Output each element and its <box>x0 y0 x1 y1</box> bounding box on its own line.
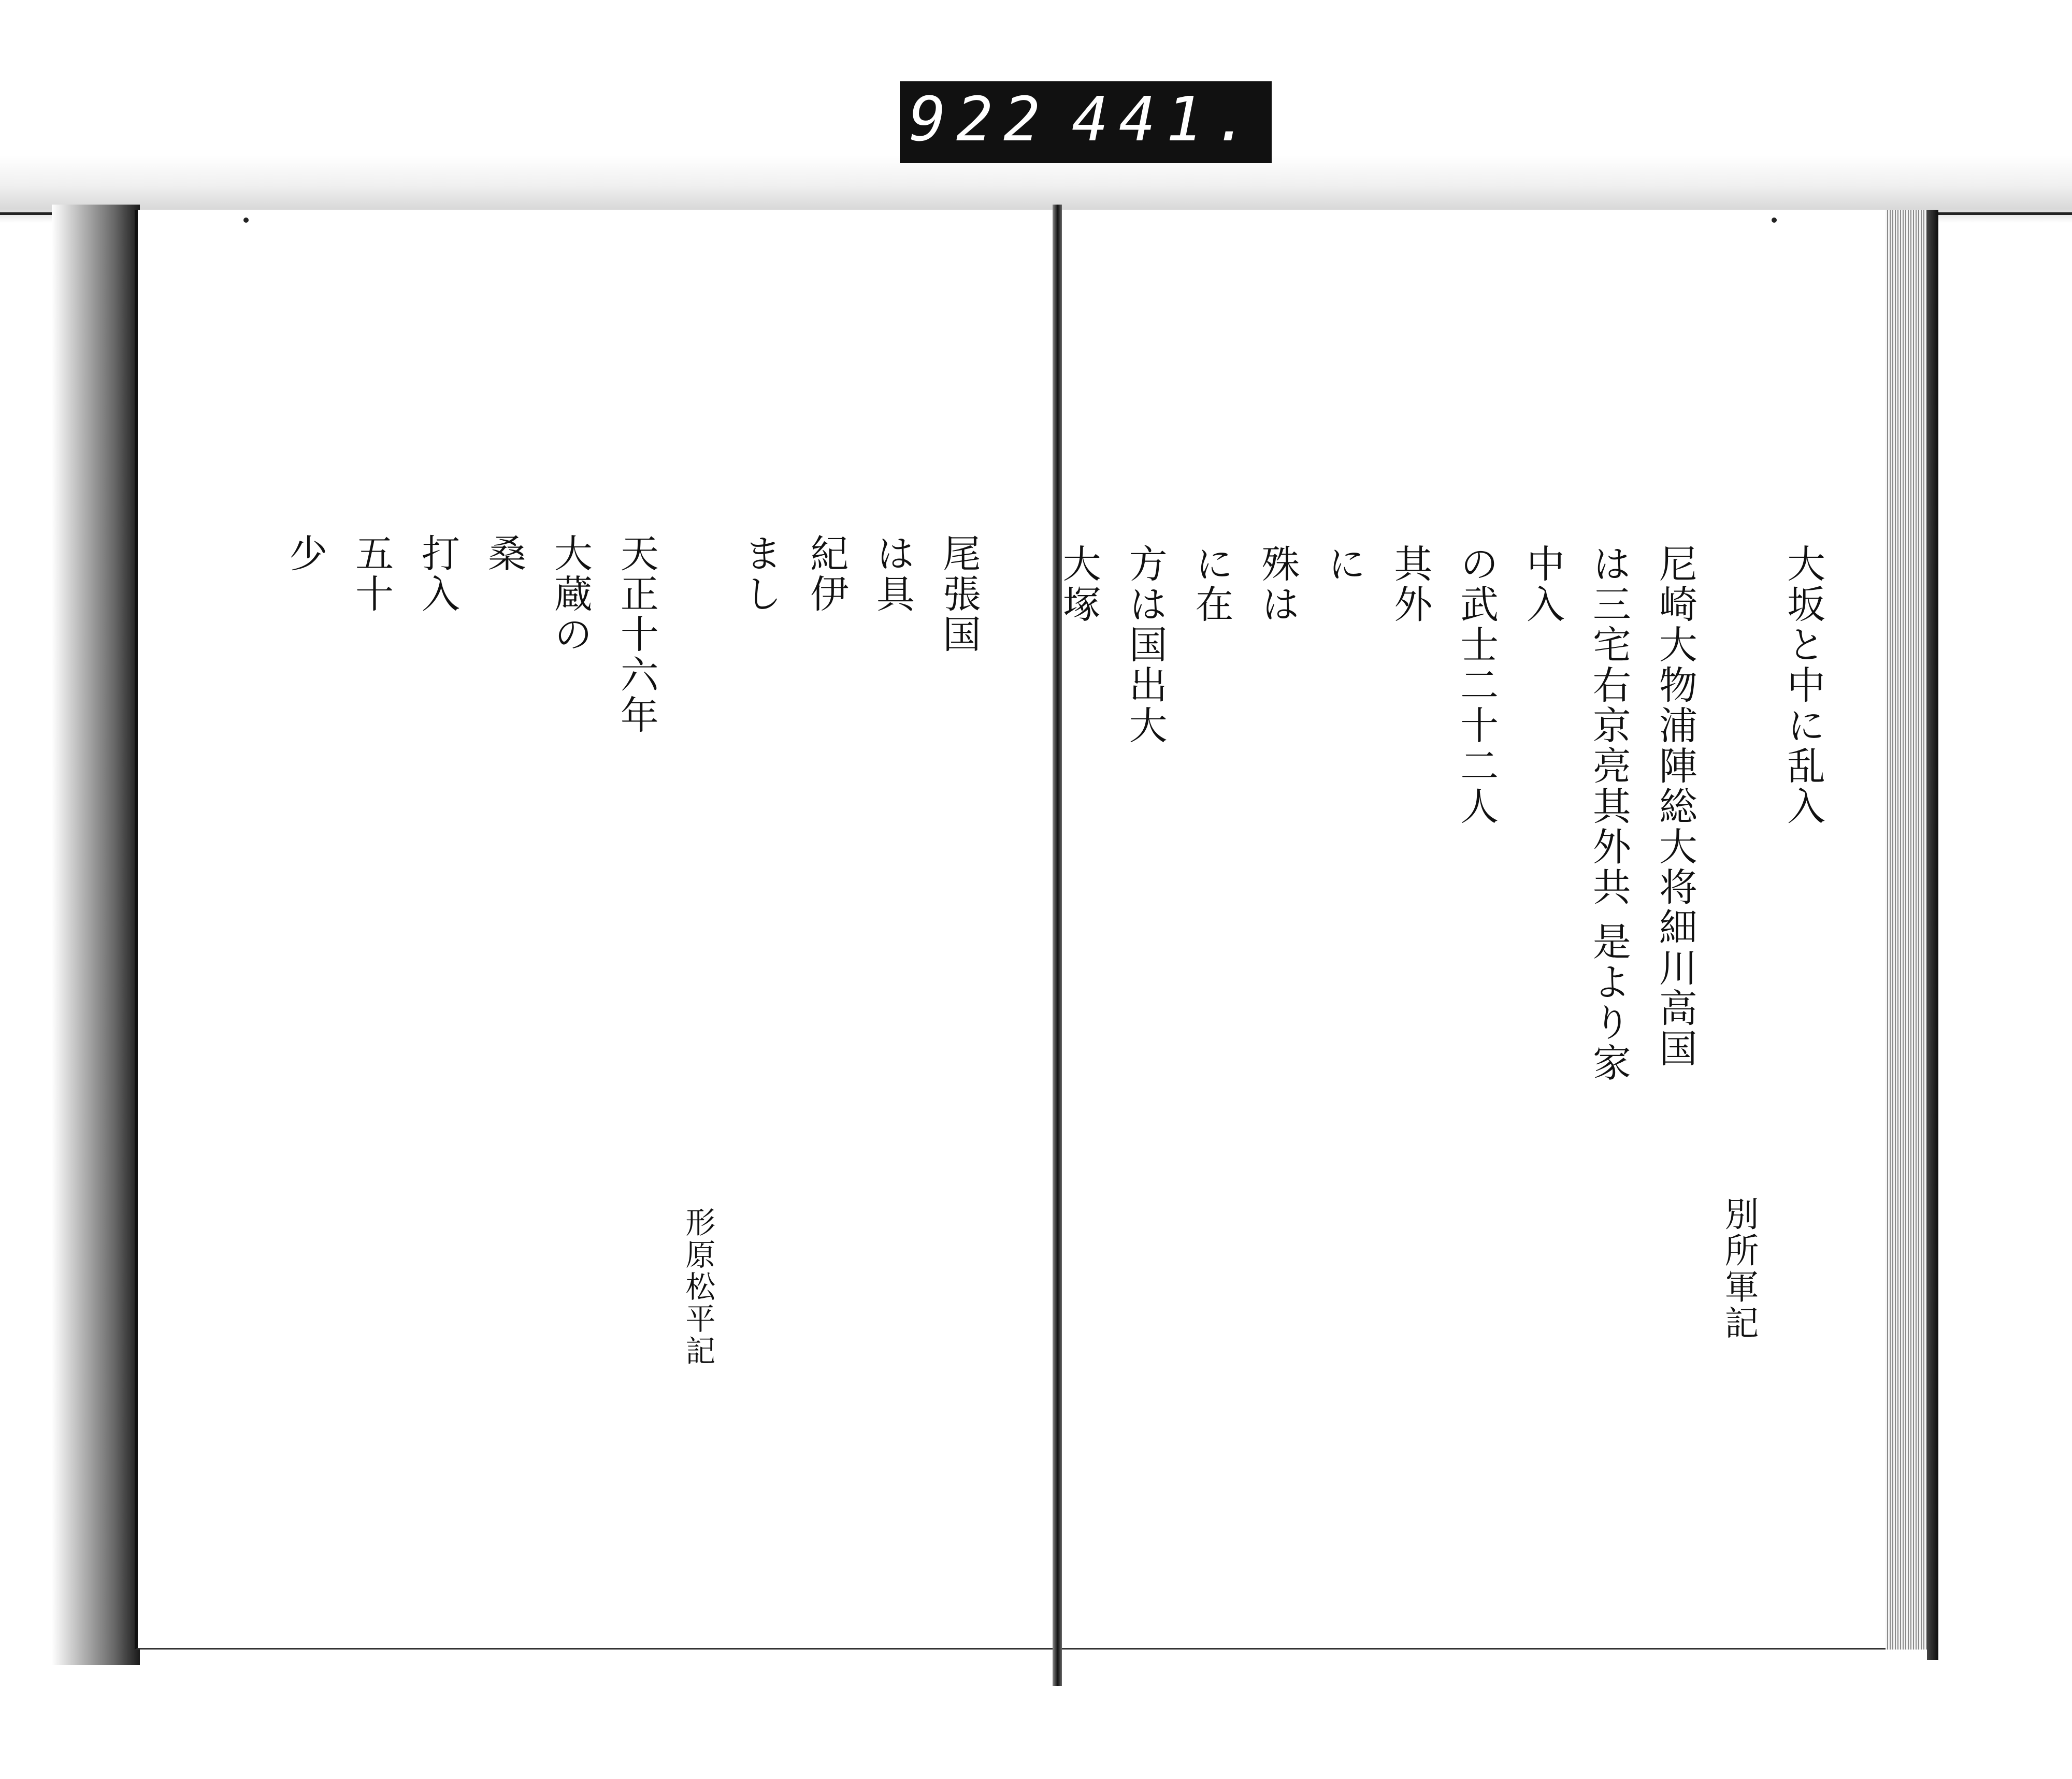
text-column: 大坂と中に乱入 <box>1781 544 1825 827</box>
text-column: に <box>1321 544 1366 584</box>
text-column: 中入 <box>1520 544 1565 625</box>
archive-reference-stamp <box>900 81 1272 163</box>
text-column: まし <box>738 533 783 614</box>
text-column: 天正十六年 <box>614 533 659 735</box>
text-column: は具 <box>870 533 915 614</box>
text-column: 大蔵の <box>548 533 593 655</box>
text-column: の武士二十二人 <box>1454 544 1499 827</box>
text-column: 少 <box>283 533 328 574</box>
scan-speck <box>1772 218 1777 223</box>
volume-number: 922 <box>909 83 1051 155</box>
text-column: 打入 <box>415 533 461 614</box>
text-column: は三宅右京亮其外共 是より家 <box>1586 544 1631 1083</box>
text-column: 紀伊 <box>804 533 849 614</box>
right-page-text <box>1036 544 1823 1631</box>
text-column: 尾張国 <box>937 533 981 655</box>
text-column: 大塚 <box>1056 544 1101 625</box>
text-column: 殊は <box>1255 544 1300 625</box>
text-column: 五十 <box>349 533 394 614</box>
right-cover-edge <box>1927 210 1938 1660</box>
text-column: に在 <box>1189 544 1234 625</box>
text-column: 其外 <box>1388 544 1433 625</box>
scan-speck <box>243 218 249 223</box>
source-note: 形原松平記 <box>680 1207 716 1367</box>
text-column: 方は国出大 <box>1123 544 1168 746</box>
text-column: 尼崎大物浦陣総大将細川高国 <box>1652 544 1697 1069</box>
text-column: 桑 <box>481 533 526 574</box>
source-note: 別所軍記 <box>1719 1196 1759 1341</box>
folio-number: 441. <box>1071 83 1260 155</box>
left-page-text <box>171 533 979 1621</box>
page-stack-edge <box>1886 210 1927 1650</box>
left-cover-shadow <box>52 205 140 1665</box>
